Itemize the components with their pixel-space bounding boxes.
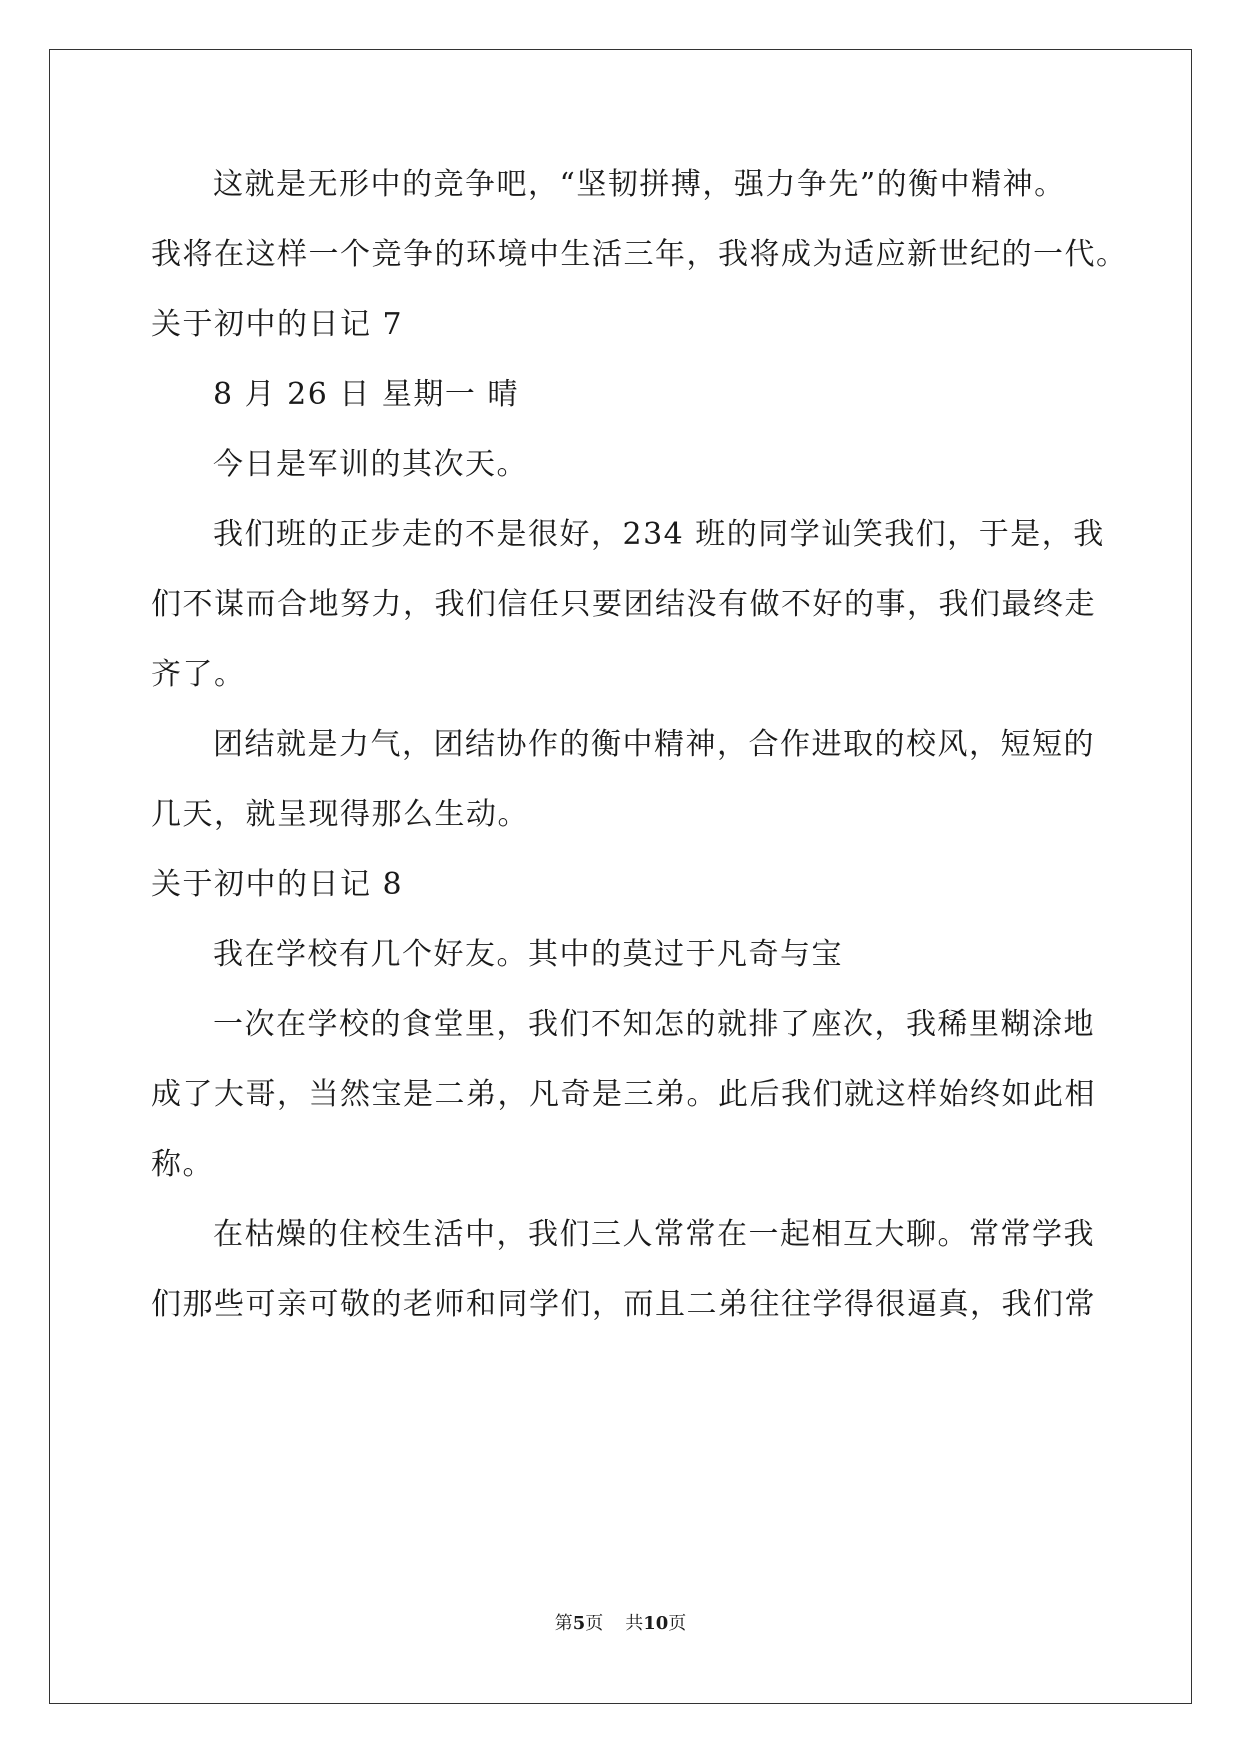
paragraph-line: 们那些可亲可敬的老师和同学们，而且二弟往往学得很逼真，我们常 [151, 1287, 1096, 1322]
paragraph-line: 这就是无形中的竞争吧，“坚韧拼搏，强力争先”的衡中精神。 [213, 167, 1066, 202]
total-pages: 10 [643, 1613, 669, 1634]
paragraph-line: 成了大哥，当然宝是二弟，凡奇是三弟。此后我们就这样始终如此相 [151, 1077, 1096, 1112]
paragraph-line: 称。 [151, 1147, 214, 1182]
total-prefix: 共 [625, 1613, 644, 1634]
page-suffix: 页 [585, 1613, 604, 1634]
page-prefix: 第 [554, 1613, 573, 1634]
document-body [151, 150, 1128, 1340]
paragraph-line: 齐了。 [151, 657, 246, 692]
paragraph-line: 我们班的正步走的不是很好，234 班的同学讪笑我们，于是，我 [213, 517, 1105, 552]
page-footer [0, 1612, 1241, 1636]
paragraph-line: 今日是军训的其次天。 [213, 447, 528, 482]
paragraph-line: 团结就是力气，团结协作的衡中精神，合作进取的校风，短短的 [213, 727, 1095, 762]
section-heading: 关于初中的日记 8 [151, 867, 404, 902]
paragraph-line: 我将在这样一个竞争的环境中生活三年，我将成为适应新世纪的一代。 [151, 237, 1128, 272]
paragraph-line: 在枯燥的住校生活中，我们三人常常在一起相互大聊。常常学我 [213, 1217, 1095, 1252]
page-number: 5 [572, 1613, 586, 1634]
paragraph-line: 们不谋而合地努力，我们信任只要团结没有做不好的事，我们最终走 [151, 587, 1096, 622]
section-heading: 关于初中的日记 7 [151, 307, 404, 342]
total-suffix: 页 [668, 1613, 687, 1634]
paragraph-line: 我在学校有几个好友。其中的莫过于凡奇与宝 [213, 937, 843, 972]
diary-date-line: 8 月 26 日 星期一 晴 [213, 377, 519, 412]
paragraph-line: 一次在学校的食堂里，我们不知怎的就排了座次，我稀里糊涂地 [213, 1007, 1095, 1042]
paragraph-line: 几天，就呈现得那么生动。 [151, 797, 529, 832]
